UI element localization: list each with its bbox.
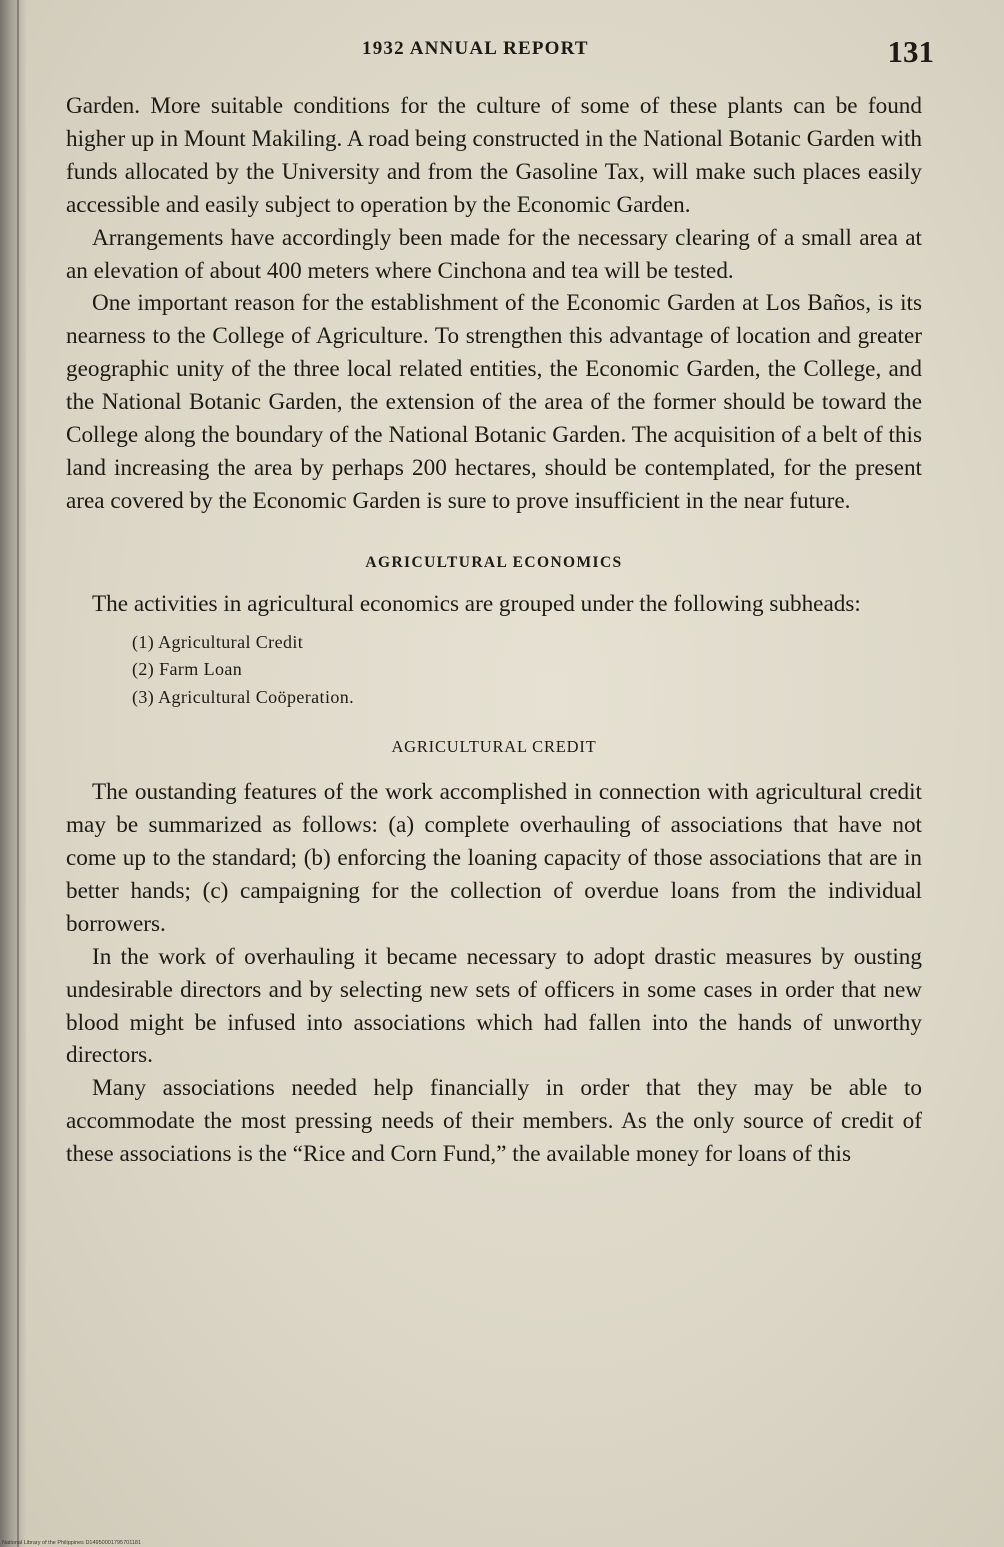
- paragraph-los-banos: One important reason for the establishment of the Economic Garden at Los Baños, is its nearness to the College of Agriculture. To strengthen this advantage of location and greater geographic unity of the three local related entities, the Economic Garden, the College, and the National Botanic Garden, the extension of the area of the former should be toward the College along the boundary of the National Botanic Garden. The acquisition of a belt of this land increasing the area by perhaps 200 hectares, should be contemplated, for the present area covered by the Economic Garden is sure to prove insufficient in the near future.: [66, 290, 922, 514]
- paragraph-rice-and-corn-fund: Many associations needed help financially in order that they may be able to accommodate the most pressing needs of their members. As the only source of credit of these associations is the “Rice and Corn Fund,” the available money for loans of this: [66, 1075, 922, 1168]
- page-number: 131: [887, 34, 934, 69]
- section-heading-agricultural-economics: AGRICULTURAL ECONOMICS: [365, 553, 623, 571]
- page-body: [66, 90, 922, 1171]
- paragraph-outstanding-features: The oustanding features of the work accomplished in connection with agricultural credit may be summarized as follows: (a) complete overhauling of associations that have not come up to the standard; (b) enforcing the loaning capacity of those associations that are in better hands; (c) campaigning for the collection of overdue loans from the individual borrowers.: [66, 779, 922, 937]
- scan-credit: National Library of the Philippines D14950001795701181: [2, 1540, 142, 1546]
- subhead-item: (3) Agricultural Coöperation.: [132, 686, 355, 707]
- binding-shadow-line: [17, 0, 19, 1547]
- paragraph-overhauling: In the work of overhauling it became necessary to adopt drastic measures by ousting undesirable directors and by selecting new sets of officers in some cases in order that new blood might be infused into associations which had fallen into the hands of unworthy directors.: [66, 943, 922, 1069]
- section-heading-agricultural-credit: AGRICULTURAL CREDIT: [391, 737, 597, 757]
- paragraph-arrangements: Arrangements have accordingly been made for the necessary clearing of a small area at an elevation of about 400 meters where Cinchona and tea will be tested.: [66, 224, 922, 284]
- subheads-list: [132, 629, 922, 712]
- book-binding-edge: [0, 0, 26, 1547]
- running-head: 1932 ANNUAL REPORT: [362, 38, 589, 59]
- subhead-item: (1) Agricultural Credit: [132, 631, 304, 652]
- paragraph-activities-intro: The activities in agricultural economics are grouped under the following subheads:: [92, 590, 861, 617]
- subhead-item: (2) Farm Loan: [132, 659, 243, 680]
- page-header: [66, 34, 934, 74]
- paragraph-garden-continued: Garden. More suitable conditions for the culture of some of these plants can be found higher up in Mount Makiling. A road being constructed in the National Botanic Garden with funds allocated by the University and from the Gasoline Tax, will make such places easily accessible and easily subject to operation by the Economic Garden.: [66, 93, 922, 218]
